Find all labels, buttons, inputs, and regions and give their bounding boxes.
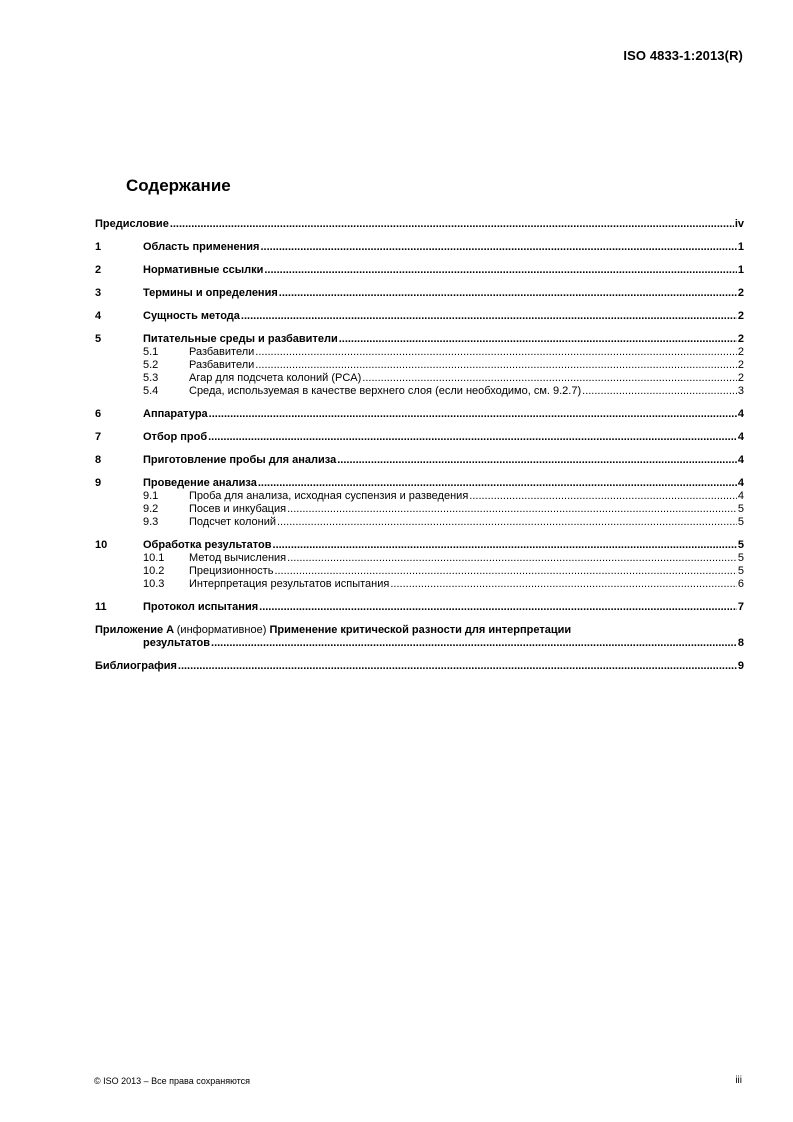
toc-entry-number: 9.3 (143, 516, 159, 528)
toc-leader-dots (277, 516, 737, 529)
toc-leader-dots (287, 552, 737, 565)
toc-entry-label: Область применения (143, 241, 260, 253)
toc-leader-dots (279, 287, 737, 300)
toc-leader-dots (178, 660, 737, 673)
toc-leader-dots (255, 359, 737, 372)
toc-entry-number: 3 (95, 287, 102, 299)
toc-entry-page: 4 (737, 431, 744, 443)
toc-entry-page: 1 (737, 241, 744, 253)
toc-entry-subsection-10-3[interactable] (95, 578, 744, 591)
toc-entry-page: 4 (737, 477, 744, 489)
toc-leader-dots (258, 477, 737, 490)
toc-entry-page: 4 (737, 408, 744, 420)
toc-leader-dots (170, 218, 734, 231)
toc-entry-page: 5 (737, 503, 744, 515)
toc-leader-dots (337, 454, 737, 467)
table-of-contents (95, 218, 744, 673)
footer-page-number: iii (735, 1075, 742, 1086)
toc-entry-number: 9.1 (143, 490, 159, 502)
toc-entry-foreword[interactable] (95, 218, 744, 231)
toc-entry-label: Агар для подсчета колоний (PCA) (189, 372, 362, 384)
appendix-title-line1 (95, 624, 744, 637)
toc-leader-dots (211, 637, 737, 650)
toc-entry-page: 5 (737, 516, 744, 528)
toc-entry-page: 2 (737, 287, 744, 299)
toc-entry-page: 2 (737, 310, 744, 322)
toc-entry-subsection-10-2[interactable] (95, 565, 744, 578)
toc-leader-dots (273, 539, 737, 552)
toc-entry-section-1[interactable] (95, 241, 744, 254)
toc-title: Содержание (126, 176, 231, 195)
toc-entry-page: 5 (737, 552, 744, 564)
toc-entry-section-11[interactable] (95, 601, 744, 614)
toc-entry-number: 5.1 (143, 346, 159, 358)
toc-entry-section-10[interactable] (95, 539, 744, 552)
toc-entry-subsection-5-2[interactable] (95, 359, 744, 372)
toc-entry-bibliography[interactable] (95, 660, 744, 673)
toc-entry-section-3[interactable] (95, 287, 744, 300)
appendix-prefix: Приложение A (95, 624, 174, 636)
appendix-title-line2 (143, 637, 744, 650)
toc-entry-appendix-a[interactable] (95, 624, 744, 650)
toc-entry-label: Подсчет колоний (189, 516, 276, 528)
toc-entry-subsection-10-1[interactable] (95, 552, 744, 565)
toc-entry-label: Разбавители (189, 346, 255, 358)
toc-entry-number: 10.2 (143, 565, 165, 577)
toc-sections (95, 231, 744, 614)
toc-entry-label: Разбавители (189, 359, 255, 371)
toc-entry-section-7[interactable] (95, 431, 744, 444)
toc-entry-label: Нормативные ссылки (143, 264, 264, 276)
toc-entry-page: 2 (737, 359, 744, 371)
appendix-title: Применение критической разности для интерпретации (269, 624, 572, 636)
toc-entry-subsection-5-3[interactable] (95, 372, 744, 385)
toc-entry-page: 2 (737, 372, 744, 384)
toc-leader-dots (287, 503, 737, 516)
toc-entry-number: 10.3 (143, 578, 165, 590)
toc-entry-page: 5 (737, 565, 744, 577)
toc-entry-page: 3 (737, 385, 744, 397)
toc-entry-subsection-9-2[interactable] (95, 503, 744, 516)
toc-entry-label: Прецизионность (189, 565, 274, 577)
toc-entry-page: 5 (737, 539, 744, 551)
toc-entry-page: 2 (737, 333, 744, 345)
toc-entry-label: Проведение анализа (143, 477, 257, 489)
toc-entry-section-2[interactable] (95, 264, 744, 277)
toc-entry-section-6[interactable] (95, 408, 744, 421)
toc-entry-section-4[interactable] (95, 310, 744, 323)
toc-entry-page: 4 (737, 490, 744, 502)
toc-leader-dots (274, 565, 736, 578)
toc-leader-dots (362, 372, 737, 385)
toc-leader-dots (582, 385, 737, 398)
toc-entry-number: 7 (95, 431, 102, 443)
toc-entry-label: Протокол испытания (143, 601, 259, 613)
toc-entry-number: 11 (95, 601, 107, 613)
toc-leader-dots (209, 408, 737, 421)
toc-entry-number: 10 (95, 539, 108, 551)
toc-entry-page: 4 (737, 454, 744, 466)
toc-entry-number: 6 (95, 408, 102, 420)
toc-entry-page: 1 (737, 264, 744, 276)
toc-entry-number: 9.2 (143, 503, 159, 515)
toc-leader-dots (390, 578, 737, 591)
toc-entry-number: 5 (95, 333, 102, 345)
toc-entry-label: Проба для анализа, исходная суспензия и разведения (189, 490, 469, 502)
toc-entry-number: 10.1 (143, 552, 165, 564)
toc-entry-label: Питательные среды и разбавители (143, 333, 338, 345)
toc-leader-dots (208, 431, 737, 444)
toc-leader-dots (259, 601, 737, 614)
toc-entry-subsection-9-3[interactable] (95, 516, 744, 529)
appendix-title-cont: результатов (143, 637, 211, 649)
toc-entry-section-5[interactable] (95, 333, 744, 346)
toc-leader-dots (264, 264, 737, 277)
toc-entry-page: 2 (737, 346, 744, 358)
toc-entry-number: 5.3 (143, 372, 159, 384)
toc-entry-page: 8 (737, 637, 744, 649)
toc-entry-number: 8 (95, 454, 102, 466)
toc-entry-label: Предисловие (95, 218, 169, 230)
toc-entry-subsection-5-4[interactable] (95, 385, 744, 398)
toc-leader-dots (260, 241, 736, 254)
toc-entry-number: 2 (95, 264, 102, 276)
toc-entry-subsection-5-1[interactable] (95, 346, 744, 359)
toc-entry-label: Библиография (95, 660, 177, 672)
toc-entry-page: 6 (737, 578, 744, 590)
toc-entry-label: Приготовление пробы для анализа (143, 454, 337, 466)
standard-id: ISO 4833-1:2013(R) (623, 48, 743, 63)
toc-entry-label: Интерпретация результатов испытания (189, 578, 390, 590)
toc-entry-number: 1 (95, 241, 102, 253)
toc-entry-number: 9 (95, 477, 102, 489)
toc-leader-dots (469, 490, 737, 503)
toc-entry-section-9[interactable] (95, 477, 744, 490)
toc-entry-section-8[interactable] (95, 454, 744, 467)
appendix-type: (информативное) (176, 624, 267, 636)
toc-entry-page: 9 (737, 660, 744, 672)
toc-entry-label: Метод вычисления (189, 552, 287, 564)
toc-entry-page: iv (734, 218, 744, 230)
toc-entry-label: Сущность метода (143, 310, 240, 322)
toc-leader-dots (255, 346, 737, 359)
toc-entry-label: Посев и инкубация (189, 503, 287, 515)
toc-entry-subsection-9-1[interactable] (95, 490, 744, 503)
toc-entry-label: Обработка результатов (143, 539, 272, 551)
toc-entry-label: Среда, используемая в качестве верхнего слоя (если необходимо, см. 9.2.7) (189, 385, 582, 397)
toc-entry-number: 4 (95, 310, 102, 322)
toc-entry-number: 5.2 (143, 359, 159, 371)
toc-entry-number: 5.4 (143, 385, 159, 397)
toc-entry-label: Аппаратура (143, 408, 208, 420)
toc-leader-dots (241, 310, 737, 323)
toc-entry-label: Отбор проб (143, 431, 208, 443)
toc-entry-label: Термины и определения (143, 287, 278, 299)
toc-entry-page: 7 (737, 601, 744, 613)
footer-copyright: © ISO 2013 – Все права сохраняются (94, 1076, 251, 1086)
toc-leader-dots (339, 333, 737, 346)
